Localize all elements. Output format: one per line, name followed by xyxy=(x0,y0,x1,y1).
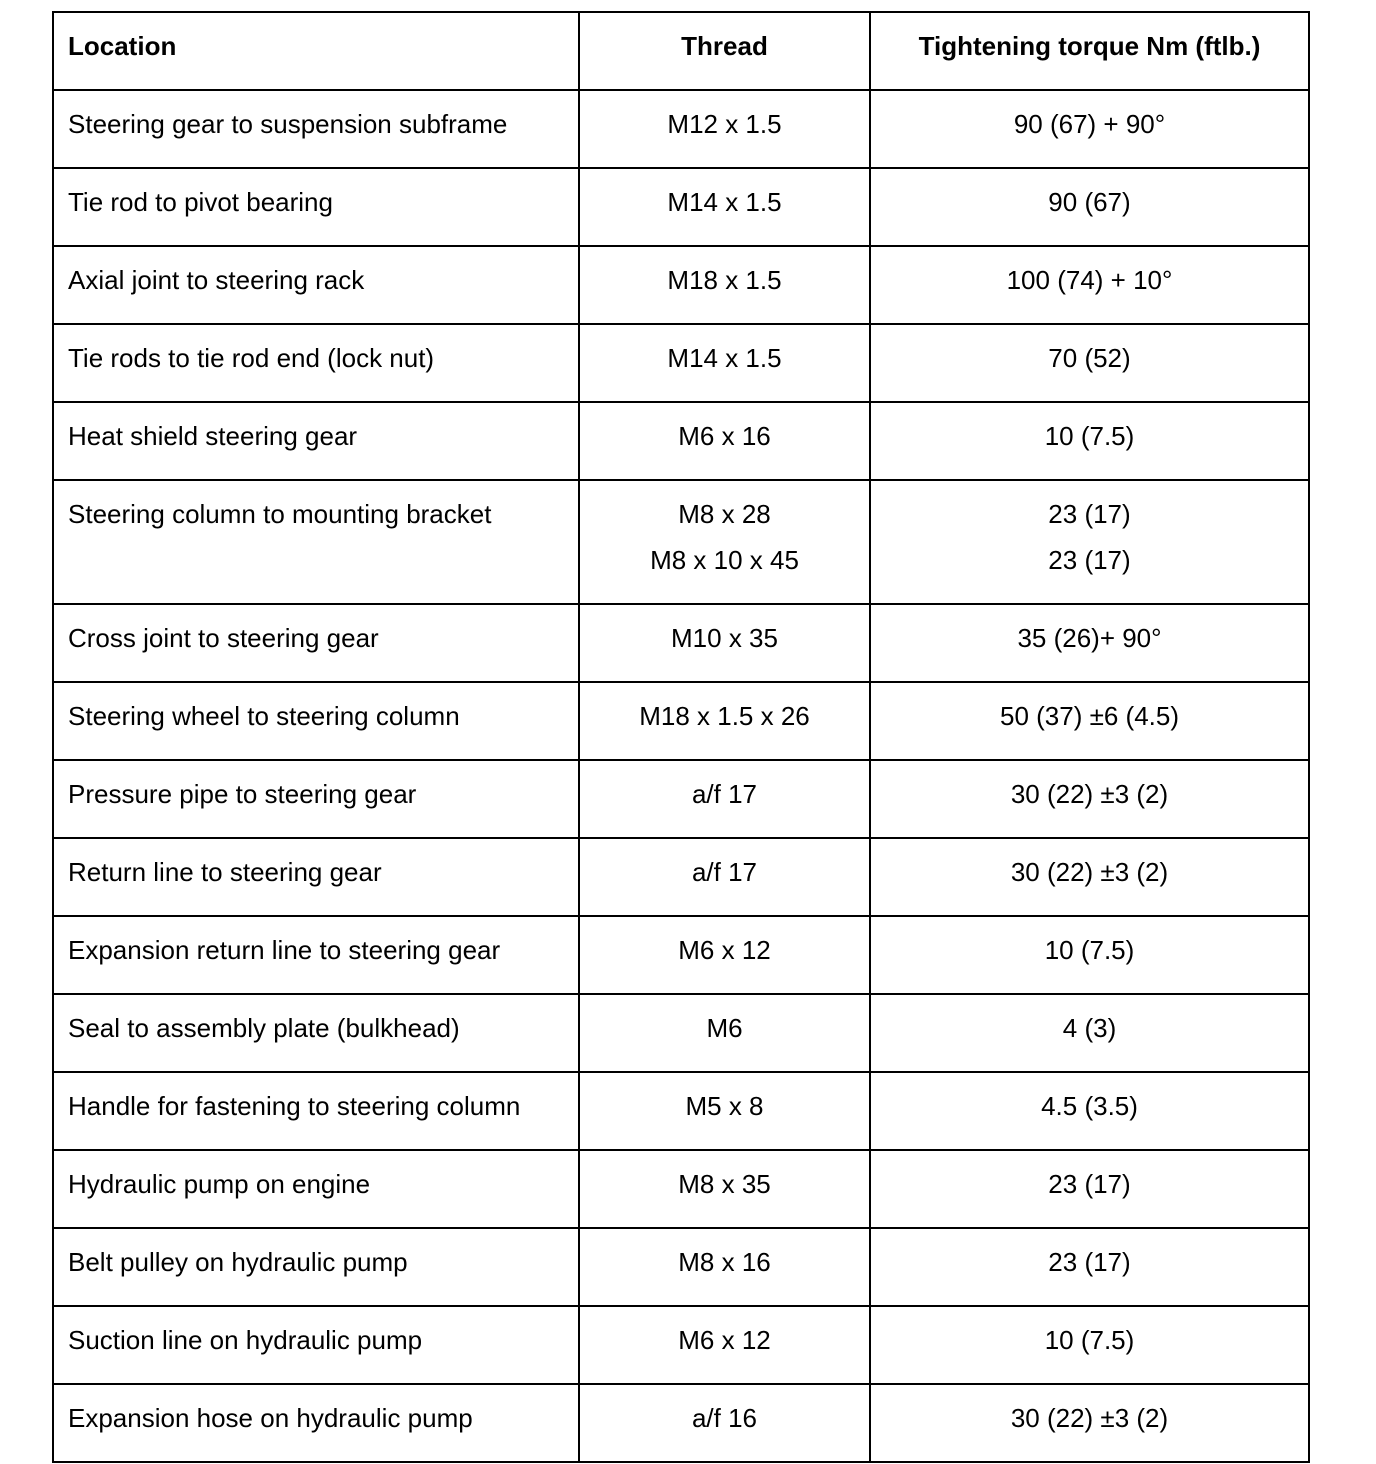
header-torque: Tightening torque Nm (ftlb.) xyxy=(870,12,1309,90)
cell-thread xyxy=(579,246,870,324)
cell-torque-value: 90 (67) xyxy=(1048,187,1131,217)
table-row xyxy=(53,168,1309,246)
cell-location: Steering column to mounting bracket xyxy=(53,480,579,604)
cell-torque-value: 23 (17) xyxy=(1048,499,1131,529)
cell-torque xyxy=(870,168,1309,246)
cell-torque-value: 10 (7.5) xyxy=(1044,1325,1135,1355)
cell-location: Cross joint to steering gear xyxy=(53,604,579,682)
cell-thread-value: M14 x 1.5 xyxy=(667,343,782,373)
cell-torque-value: 30 (22) ±3 (2) xyxy=(1010,1403,1169,1433)
table-row xyxy=(53,604,1309,682)
table-row xyxy=(53,480,1309,604)
cell-thread xyxy=(579,168,870,246)
table-row xyxy=(53,994,1309,1072)
cell-thread xyxy=(579,682,870,760)
table-body xyxy=(53,90,1309,1462)
cell-thread xyxy=(579,994,870,1072)
cell-location: Tie rod to pivot bearing xyxy=(53,168,579,246)
cell-thread-value: a/f 16 xyxy=(691,1403,758,1433)
cell-torque xyxy=(870,994,1309,1072)
cell-torque-value: 10 (7.5) xyxy=(1044,421,1135,451)
cell-thread-value: M8 x 16 xyxy=(678,1247,771,1277)
table-row xyxy=(53,90,1309,168)
cell-thread-value: M14 x 1.5 xyxy=(667,187,782,217)
cell-location: Pressure pipe to steering gear xyxy=(53,760,579,838)
cell-torque-value: 4 (3) xyxy=(1062,1013,1117,1043)
cell-torque-value: 70 (52) xyxy=(1048,343,1131,373)
cell-torque-value: 35 (26)+ 90° xyxy=(1017,623,1162,653)
header-row xyxy=(53,12,1309,90)
cell-location: Expansion return line to steering gear xyxy=(53,916,579,994)
table-row xyxy=(53,1072,1309,1150)
cell-thread-value: M18 x 1.5 xyxy=(667,265,782,295)
cell-torque-value: 50 (37) ±6 (4.5) xyxy=(999,701,1180,731)
cell-torque-value: 100 (74) + 10° xyxy=(1006,265,1173,295)
table-row xyxy=(53,1228,1309,1306)
cell-thread xyxy=(579,760,870,838)
cell-location: Suction line on hydraulic pump xyxy=(53,1306,579,1384)
cell-thread xyxy=(579,324,870,402)
cell-location: Return line to steering gear xyxy=(53,838,579,916)
header-thread: Thread xyxy=(579,12,870,90)
cell-torque-value: 23 (17) xyxy=(1048,1247,1131,1277)
torque-specification-table xyxy=(52,11,1310,1463)
cell-torque xyxy=(870,760,1309,838)
cell-thread-value: a/f 17 xyxy=(691,857,758,887)
cell-thread-value: M8 x 35 xyxy=(678,1169,771,1199)
cell-location: Belt pulley on hydraulic pump xyxy=(53,1228,579,1306)
cell-location: Seal to assembly plate (bulkhead) xyxy=(53,994,579,1072)
cell-thread xyxy=(579,90,870,168)
cell-torque xyxy=(870,1384,1309,1462)
table-row xyxy=(53,246,1309,324)
cell-thread xyxy=(579,916,870,994)
cell-torque-value: 10 (7.5) xyxy=(1044,935,1135,965)
cell-torque xyxy=(870,1228,1309,1306)
table-row xyxy=(53,760,1309,838)
cell-thread-value: M18 x 1.5 x 26 xyxy=(639,701,810,731)
cell-torque xyxy=(870,1150,1309,1228)
cell-thread xyxy=(579,1384,870,1462)
table-row xyxy=(53,1384,1309,1462)
table-row xyxy=(53,838,1309,916)
cell-location: Axial joint to steering rack xyxy=(53,246,579,324)
cell-thread xyxy=(579,838,870,916)
cell-thread-value: M5 x 8 xyxy=(685,1091,764,1121)
cell-thread xyxy=(579,480,870,604)
cell-location: Steering gear to suspension subframe xyxy=(53,90,579,168)
cell-thread-value: a/f 17 xyxy=(691,779,758,809)
cell-torque-value: 23 (17) xyxy=(1048,545,1131,575)
cell-torque-value: 30 (22) ±3 (2) xyxy=(1010,779,1169,809)
cell-location: Expansion hose on hydraulic pump xyxy=(53,1384,579,1462)
cell-torque-value: 90 (67) + 90° xyxy=(1013,109,1166,139)
cell-torque xyxy=(870,1072,1309,1150)
table-row xyxy=(53,1150,1309,1228)
cell-torque xyxy=(870,604,1309,682)
cell-thread-value: M6 x 12 xyxy=(678,1325,771,1355)
table-row xyxy=(53,1306,1309,1384)
cell-thread-value: M10 x 35 xyxy=(671,623,778,653)
cell-torque xyxy=(870,682,1309,760)
cell-torque xyxy=(870,90,1309,168)
cell-location: Heat shield steering gear xyxy=(53,402,579,480)
cell-thread-value: M8 x 28 xyxy=(678,499,771,529)
cell-thread xyxy=(579,1072,870,1150)
cell-torque-value: 23 (17) xyxy=(1048,1169,1131,1199)
table-row xyxy=(53,682,1309,760)
table-row xyxy=(53,324,1309,402)
cell-torque xyxy=(870,402,1309,480)
cell-torque xyxy=(870,246,1309,324)
table-row xyxy=(53,402,1309,480)
cell-thread xyxy=(579,1150,870,1228)
cell-torque-value: 30 (22) ±3 (2) xyxy=(1010,857,1169,887)
cell-thread-value: M8 x 10 x 45 xyxy=(650,545,799,575)
cell-location: Hydraulic pump on engine xyxy=(53,1150,579,1228)
cell-torque xyxy=(870,1306,1309,1384)
cell-thread-value: M12 x 1.5 xyxy=(667,109,782,139)
cell-torque xyxy=(870,838,1309,916)
cell-thread xyxy=(579,604,870,682)
cell-thread-value: M6 x 16 xyxy=(678,421,771,451)
cell-torque-value: 4.5 (3.5) xyxy=(1041,1091,1138,1121)
cell-thread xyxy=(579,1228,870,1306)
cell-thread-value: M6 x 12 xyxy=(678,935,771,965)
cell-torque xyxy=(870,916,1309,994)
table-row xyxy=(53,916,1309,994)
cell-thread-value: M6 xyxy=(706,1013,743,1043)
cell-location: Tie rods to tie rod end (lock nut) xyxy=(53,324,579,402)
cell-location: Steering wheel to steering column xyxy=(53,682,579,760)
cell-torque xyxy=(870,324,1309,402)
cell-torque xyxy=(870,480,1309,604)
cell-location: Handle for fastening to steering column xyxy=(53,1072,579,1150)
cell-thread xyxy=(579,402,870,480)
cell-thread xyxy=(579,1306,870,1384)
header-location: Location xyxy=(53,12,579,90)
